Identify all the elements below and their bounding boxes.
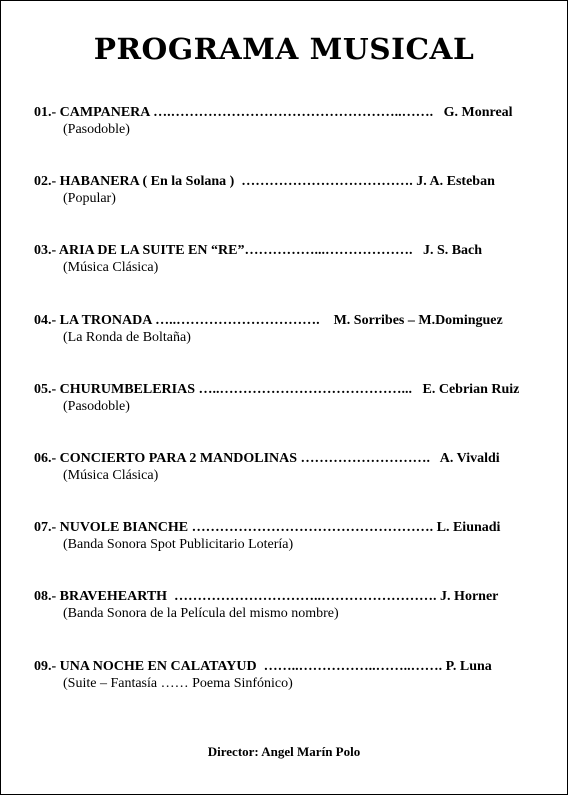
item-line: 04.- LA TRONADA …..…………………………. M. Sorribes – M.Dominguez: [34, 313, 503, 328]
item-subtitle: (Popular): [63, 191, 116, 206]
item-line: 07.- NUVOLE BIANCHE ……………………………………………. L. Eiunadi: [34, 520, 501, 535]
program-item-8: [34, 588, 544, 622]
director-credit: Director: Angel Marín Polo: [207, 744, 361, 759]
item-line: 08.- BRAVEHEARTH …………………………..……………………. J. Horner: [34, 589, 499, 604]
program-item-6: [34, 450, 544, 484]
program-item-1: [34, 104, 544, 138]
program-item-3: [34, 242, 544, 276]
program-item-7: [34, 519, 544, 553]
item-subtitle: (La Ronda de Boltaña): [63, 330, 191, 345]
item-subtitle: (Pasodoble): [63, 122, 130, 137]
program-item-4: [34, 312, 544, 346]
item-line: 02.- HABANERA ( En la Solana ) ………………………………. J. A. Esteban: [34, 174, 495, 189]
item-line: 05.- CHURUMBELERIAS …..…………………………………... E. Cebrian Ruiz: [34, 382, 520, 397]
item-subtitle: (Pasodoble): [63, 399, 130, 414]
item-line: 09.- UNA NOCHE EN CALATAYUD ……..……………..……..……. P. Luna: [34, 659, 492, 674]
program-item-5: [34, 381, 544, 415]
item-subtitle: (Suite – Fantasía …… Poema Sinfónico): [63, 676, 293, 691]
program-item-2: [34, 173, 544, 207]
item-line: 01.- CAMPANERA ….…………………………………………..……. G. Monreal: [34, 105, 513, 120]
item-subtitle: (Música Clásica): [63, 260, 159, 275]
item-line: 03.- ARIA DE LA SUITE EN “RE”……………...………………. J. S. Bach: [34, 243, 483, 258]
item-subtitle: (Banda Sonora de la Película del mismo nombre): [63, 606, 339, 621]
program-title: PROGRAMA MUSICAL: [93, 32, 475, 66]
program-item-9: [34, 658, 544, 692]
item-line: 06.- CONCIERTO PARA 2 MANDOLINAS ………………………. A. Vivaldi: [34, 451, 500, 466]
item-subtitle: (Música Clásica): [63, 468, 159, 483]
item-subtitle: (Banda Sonora Spot Publicitario Lotería): [63, 537, 294, 552]
